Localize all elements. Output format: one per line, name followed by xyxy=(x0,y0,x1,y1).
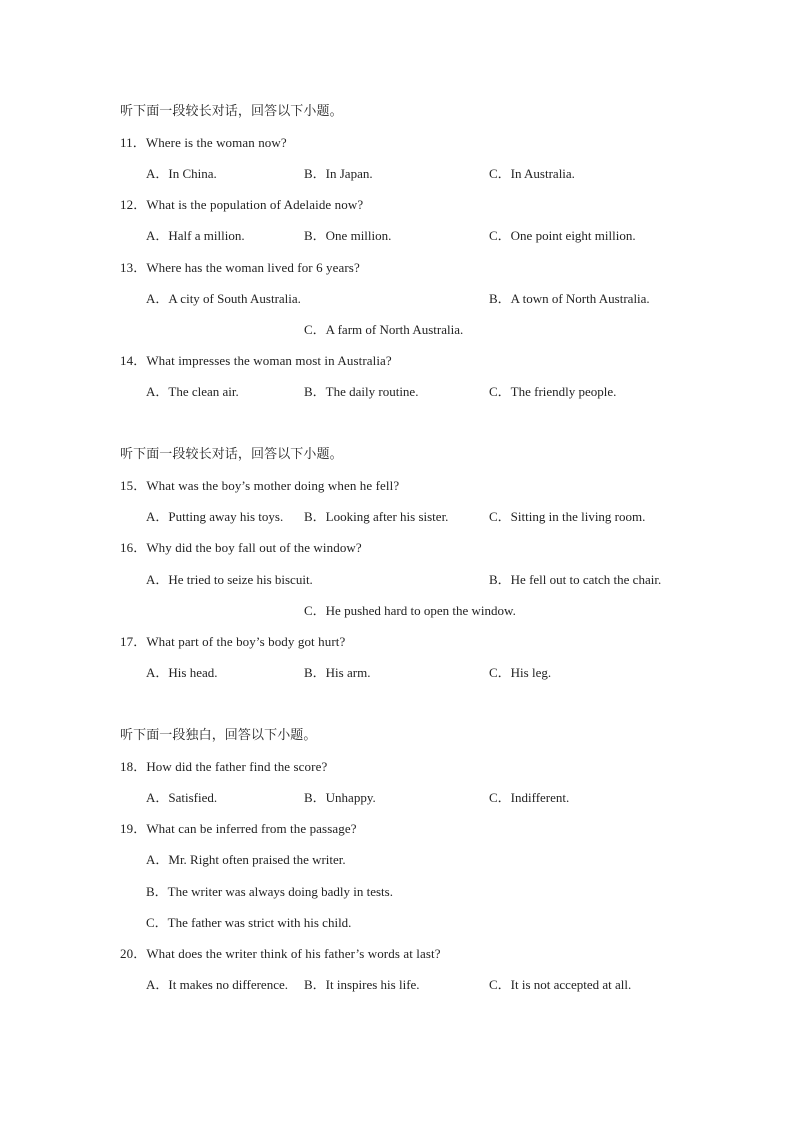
question-13 xyxy=(120,260,360,276)
option-text: Putting away his toys. xyxy=(168,509,284,524)
question-number: 15． xyxy=(120,478,147,493)
option-letter: C． xyxy=(489,228,511,243)
section-heading: 听下面一段较长对话，回答以下小题。 xyxy=(120,104,343,119)
question-16 xyxy=(120,540,362,556)
question-15 xyxy=(120,478,399,494)
question-text: What was the boy’s mother doing when he fell? xyxy=(146,478,400,493)
option-letter: B． xyxy=(489,572,511,587)
option-text: A town of North Australia. xyxy=(510,291,650,306)
option-a[interactable] xyxy=(146,790,217,806)
option-text: He pushed hard to open the window. xyxy=(325,603,516,618)
option-letter: A． xyxy=(146,852,169,867)
option-a[interactable] xyxy=(146,228,245,244)
option-letter: A． xyxy=(146,291,169,306)
option-text: Satisfied. xyxy=(168,790,218,805)
option-letter: C． xyxy=(489,384,511,399)
option-letter: B． xyxy=(304,790,326,805)
option-letter: B． xyxy=(304,384,326,399)
question-number: 13． xyxy=(120,260,147,275)
option-text: His leg. xyxy=(510,665,552,680)
option-letter: B． xyxy=(146,884,168,899)
option-b[interactable] xyxy=(489,291,650,307)
option-a[interactable] xyxy=(146,977,288,993)
option-letter: C． xyxy=(489,166,511,181)
option-text: It makes no difference. xyxy=(168,977,288,992)
option-text: The writer was always doing badly in tests. xyxy=(167,884,393,899)
option-letter: B． xyxy=(304,509,326,524)
option-a[interactable] xyxy=(146,166,217,182)
option-letter: A． xyxy=(146,228,169,243)
question-18 xyxy=(120,759,327,775)
option-text: The father was strict with his child. xyxy=(167,915,352,930)
option-b[interactable] xyxy=(304,665,370,681)
option-a[interactable] xyxy=(146,572,313,588)
option-c[interactable] xyxy=(489,509,645,525)
option-c[interactable] xyxy=(489,228,636,244)
option-c[interactable] xyxy=(489,384,616,400)
option-b[interactable] xyxy=(304,228,391,244)
option-text: A farm of North Australia. xyxy=(325,322,464,337)
option-c[interactable] xyxy=(489,665,551,681)
question-text: How did the father find the score? xyxy=(146,759,328,774)
option-letter: B． xyxy=(304,977,326,992)
question-17 xyxy=(120,634,345,650)
option-text: He tried to seize his biscuit. xyxy=(168,572,313,587)
option-letter: A． xyxy=(146,977,169,992)
option-a[interactable] xyxy=(146,665,218,681)
option-letter: C． xyxy=(304,322,326,337)
option-b[interactable] xyxy=(489,572,661,588)
option-c[interactable] xyxy=(146,915,351,931)
option-text: The clean air. xyxy=(168,384,239,399)
option-a[interactable] xyxy=(146,384,239,400)
option-text: His head. xyxy=(168,665,218,680)
option-letter: C． xyxy=(489,509,511,524)
option-letter: B． xyxy=(489,291,511,306)
option-letter: A． xyxy=(146,384,169,399)
question-number: 16． xyxy=(120,540,147,555)
question-text: Where has the woman lived for 6 years? xyxy=(146,260,360,275)
question-number: 18． xyxy=(120,759,147,774)
question-number: 14． xyxy=(120,353,147,368)
option-text: One million. xyxy=(325,228,392,243)
option-text: Mr. Right often praised the writer. xyxy=(168,852,346,867)
option-letter: B． xyxy=(304,228,326,243)
question-12 xyxy=(120,197,363,213)
option-text: In Japan. xyxy=(325,166,373,181)
question-number: 20． xyxy=(120,946,147,961)
option-b[interactable] xyxy=(304,509,448,525)
question-number: 19． xyxy=(120,821,147,836)
option-letter: A． xyxy=(146,790,169,805)
option-text: It inspires his life. xyxy=(325,977,420,992)
option-c[interactable] xyxy=(489,790,569,806)
question-20 xyxy=(120,946,441,962)
option-letter: C． xyxy=(304,603,326,618)
option-c[interactable] xyxy=(489,977,631,993)
option-letter: C． xyxy=(489,977,511,992)
question-text: What is the population of Adelaide now? xyxy=(146,197,364,212)
option-letter: B． xyxy=(304,166,326,181)
option-text: His arm. xyxy=(325,665,371,680)
option-text: He fell out to catch the chair. xyxy=(510,572,662,587)
option-text: A city of South Australia. xyxy=(168,291,301,306)
question-19 xyxy=(120,821,357,837)
option-letter: A． xyxy=(146,572,169,587)
option-b[interactable] xyxy=(304,166,373,182)
option-c[interactable] xyxy=(304,603,516,619)
section-heading: 听下面一段独白，回答以下小题。 xyxy=(120,728,317,743)
option-text: It is not accepted at all. xyxy=(510,977,632,992)
option-letter: B． xyxy=(304,665,326,680)
question-number: 11． xyxy=(120,135,146,150)
option-letter: C． xyxy=(489,665,511,680)
option-text: Half a million. xyxy=(168,228,245,243)
option-b[interactable] xyxy=(304,790,376,806)
question-number: 17． xyxy=(120,634,147,649)
option-a[interactable] xyxy=(146,509,283,525)
question-11 xyxy=(120,135,287,151)
question-number: 12． xyxy=(120,197,147,212)
option-c[interactable] xyxy=(304,322,463,338)
option-letter: A． xyxy=(146,166,169,181)
question-text: What does the writer think of his father’s words at last? xyxy=(146,946,441,961)
option-b[interactable] xyxy=(146,884,393,900)
question-text: What impresses the woman most in Australia? xyxy=(146,353,392,368)
option-text: The friendly people. xyxy=(510,384,617,399)
option-a[interactable] xyxy=(146,852,346,868)
option-b[interactable] xyxy=(304,977,420,993)
option-letter: A． xyxy=(146,665,169,680)
section-heading: 听下面一段较长对话，回答以下小题。 xyxy=(120,447,343,462)
option-a[interactable] xyxy=(146,291,301,307)
option-c[interactable] xyxy=(489,166,575,182)
question-text: What part of the boy’s body got hurt? xyxy=(146,634,346,649)
question-text: Why did the boy fall out of the window? xyxy=(146,540,362,555)
option-letter: A． xyxy=(146,509,169,524)
option-text: Looking after his sister. xyxy=(325,509,449,524)
option-b[interactable] xyxy=(304,384,418,400)
question-14 xyxy=(120,353,392,369)
option-text: Indifferent. xyxy=(510,790,570,805)
option-text: Sitting in the living room. xyxy=(510,509,646,524)
option-text: The daily routine. xyxy=(325,384,419,399)
option-text: In China. xyxy=(168,166,217,181)
option-text: Unhappy. xyxy=(325,790,376,805)
option-letter: C． xyxy=(146,915,168,930)
option-text: In Australia. xyxy=(510,166,575,181)
option-letter: C． xyxy=(489,790,511,805)
question-text: What can be inferred from the passage? xyxy=(146,821,357,836)
question-text: Where is the woman now? xyxy=(145,135,287,150)
option-text: One point eight million. xyxy=(510,228,636,243)
